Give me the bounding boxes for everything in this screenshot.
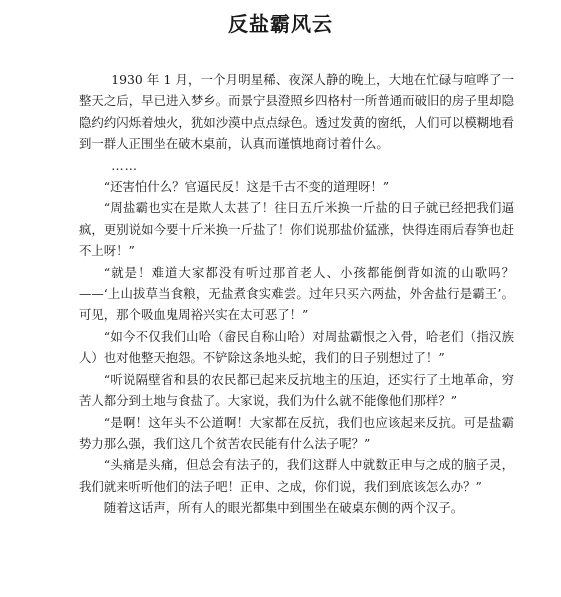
ellipsis-line: …… bbox=[111, 157, 139, 173]
paragraph: “就是！难道大家都没有听过那首老人、小孩都能倒背如流的山歌吗？——‘上山拔草当食粮，无盐煮食实难尝。过年只买六两盐，外舍盐行是霸王’。可见，那个吸血鬼周裕兴实在太可恶了！” bbox=[79, 264, 514, 323]
paragraph: “头痛是头痛，但总会有法子的，我们这群人中就数正申与之成的脑子灵，我们就来听听他们的法子吧！正申、之成，你们说，我们到底该怎么办？” bbox=[79, 457, 514, 494]
paragraph: “是啊！这年头不公道啊！大家都在反抗，我们也应该起来反抗。可是盐霸势力那么强，我们这几个贫苦农民能有什么法子呢？” bbox=[79, 414, 514, 451]
paragraph: “如今不仅我们山哈（畲民自称山哈）对周盐霸恨之入骨，哈老们（指汉族人）也对他整天抱怨。不铲除这条地头蛇，我们的日子别想过了！” bbox=[79, 328, 514, 366]
paragraph: 1930 年 1 月，一个月明星稀、夜深人静的晚上，大地在忙碌与喧哗了一整天之后，早已进入梦乡。而景宁县澄照乡四格村一所普通而破旧的房子里却隐隐约约闪烁着烛火，犹如沙漠中点点绿色。透过发黄的窗纸，人们可以模糊地看到一群人正围坐在破木桌前，认真而谨慎地商讨着什么。 bbox=[79, 72, 514, 152]
paragraph: “听说隔壁省和县的农民都已起来反抗地主的压迫，还实行了土地革命，穷苦人都分到土地与食盐了。大家说，我们为什么就不能像他们那样？” bbox=[79, 371, 514, 409]
document-title: 反盐霸风云 bbox=[228, 12, 333, 36]
document-body bbox=[79, 69, 514, 519]
paragraph: “周盐霸也实在是欺人太甚了！往日五斤米换一斤盐的日子就已经把我们逼疯，更别说如今要十斤米换一斤盐了！你们说那盐价猛涨，快得连雨后春笋也赶不上呀！” bbox=[79, 200, 514, 259]
paragraph: “还害怕什么？官逼民反！这是千古不变的道理呀！” bbox=[103, 179, 390, 195]
paragraph: 随着这话声，所有人的眼光都集中到围坐在破桌东侧的两个汉子。 bbox=[103, 500, 464, 516]
